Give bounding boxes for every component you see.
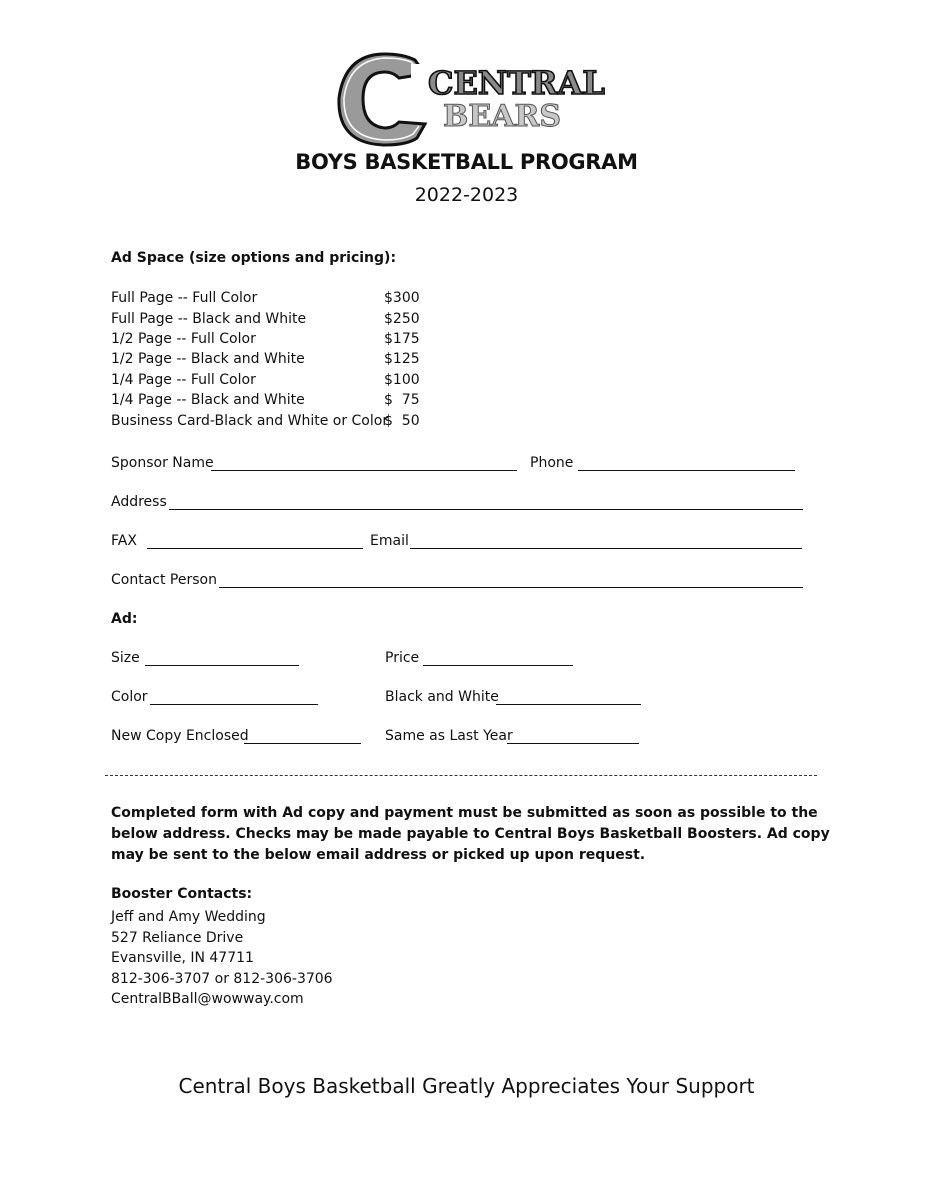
- price-option-label: 1/2 Page -- Black and White: [111, 351, 305, 367]
- cut-line-divider: [105, 775, 817, 776]
- price-row: [111, 392, 441, 412]
- price-label: Price: [385, 650, 420, 666]
- booster-email: CentralBBall@wowway.com: [111, 991, 304, 1007]
- new-copy-label: New Copy Enclosed: [111, 728, 249, 744]
- logo-word-central: CENTRAL: [428, 64, 605, 102]
- black-and-white-label: Black and White: [385, 689, 499, 705]
- contact-person-field[interactable]: [219, 587, 803, 588]
- price-row: [111, 372, 441, 392]
- submission-instructions: Completed form with Ad copy and payment must be submitted as soon as possible to the below address. Checks may be made payable to Central Boys Basketball Boosters. Ad copy may be sent to the below email address or picked up upon request.: [111, 805, 830, 863]
- same-as-last-year-field[interactable]: [507, 743, 639, 744]
- ad-space-heading: Ad Space (size options and pricing):: [111, 250, 397, 266]
- price-option-label: Business Card-Black and White or Color: [111, 413, 389, 429]
- price-option-value: $250: [384, 311, 420, 327]
- price-option-label: Full Page -- Full Color: [111, 290, 258, 306]
- price-option-value: $ 75: [384, 392, 420, 408]
- page-title: BOYS BASKETBALL PROGRAM: [295, 150, 638, 174]
- phone-label: Phone: [530, 455, 574, 471]
- size-label: Size: [111, 650, 140, 666]
- footer-thanks: Central Boys Basketball Greatly Appreciates Your Support: [178, 1074, 755, 1098]
- booster-contacts-heading: Booster Contacts:: [111, 886, 253, 902]
- price-row: [111, 331, 441, 351]
- price-row: [111, 290, 441, 310]
- color-field[interactable]: [150, 704, 318, 705]
- price-option-label: Full Page -- Black and White: [111, 311, 307, 327]
- price-option-value: $175: [384, 331, 420, 347]
- season-year: 2022-2023: [414, 184, 519, 206]
- price-option-label: 1/4 Page -- Black and White: [111, 392, 305, 408]
- email-label: Email: [370, 533, 409, 549]
- booster-phone: 812-306-3707 or 812-306-3706: [111, 971, 333, 987]
- address-label: Address: [111, 494, 167, 510]
- price-option-value: $300: [384, 290, 420, 306]
- price-option-label: 1/2 Page -- Full Color: [111, 331, 256, 347]
- booster-name: Jeff and Amy Wedding: [111, 909, 266, 925]
- black-and-white-field[interactable]: [496, 704, 641, 705]
- phone-field[interactable]: [578, 470, 795, 471]
- fax-label: FAX: [111, 533, 137, 549]
- price-option-value: $100: [384, 372, 420, 388]
- color-label: Color: [111, 689, 148, 705]
- price-row: [111, 413, 441, 433]
- price-option-value: $ 50: [384, 413, 420, 429]
- booster-street: 527 Reliance Drive: [111, 930, 244, 946]
- ad-heading: Ad:: [111, 611, 138, 627]
- logo-word-bears: BEARS: [443, 99, 562, 134]
- same-as-last-year-label: Same as Last Year: [385, 728, 513, 744]
- price-row: [111, 351, 441, 371]
- central-bears-logo: [333, 52, 608, 148]
- price-option-value: $125: [384, 351, 420, 367]
- price-option-label: 1/4 Page -- Full Color: [111, 372, 256, 388]
- price-field[interactable]: [423, 665, 573, 666]
- price-row: [111, 311, 441, 331]
- booster-city: Evansville, IN 47711: [111, 950, 254, 966]
- fax-field[interactable]: [147, 548, 363, 549]
- email-field[interactable]: [410, 548, 802, 549]
- sponsor-name-label: Sponsor Name: [111, 455, 214, 471]
- sponsor-name-field[interactable]: [211, 470, 517, 471]
- new-copy-field[interactable]: [244, 743, 361, 744]
- size-field[interactable]: [145, 665, 299, 666]
- address-field[interactable]: [169, 509, 803, 510]
- contact-person-label: Contact Person: [111, 572, 217, 588]
